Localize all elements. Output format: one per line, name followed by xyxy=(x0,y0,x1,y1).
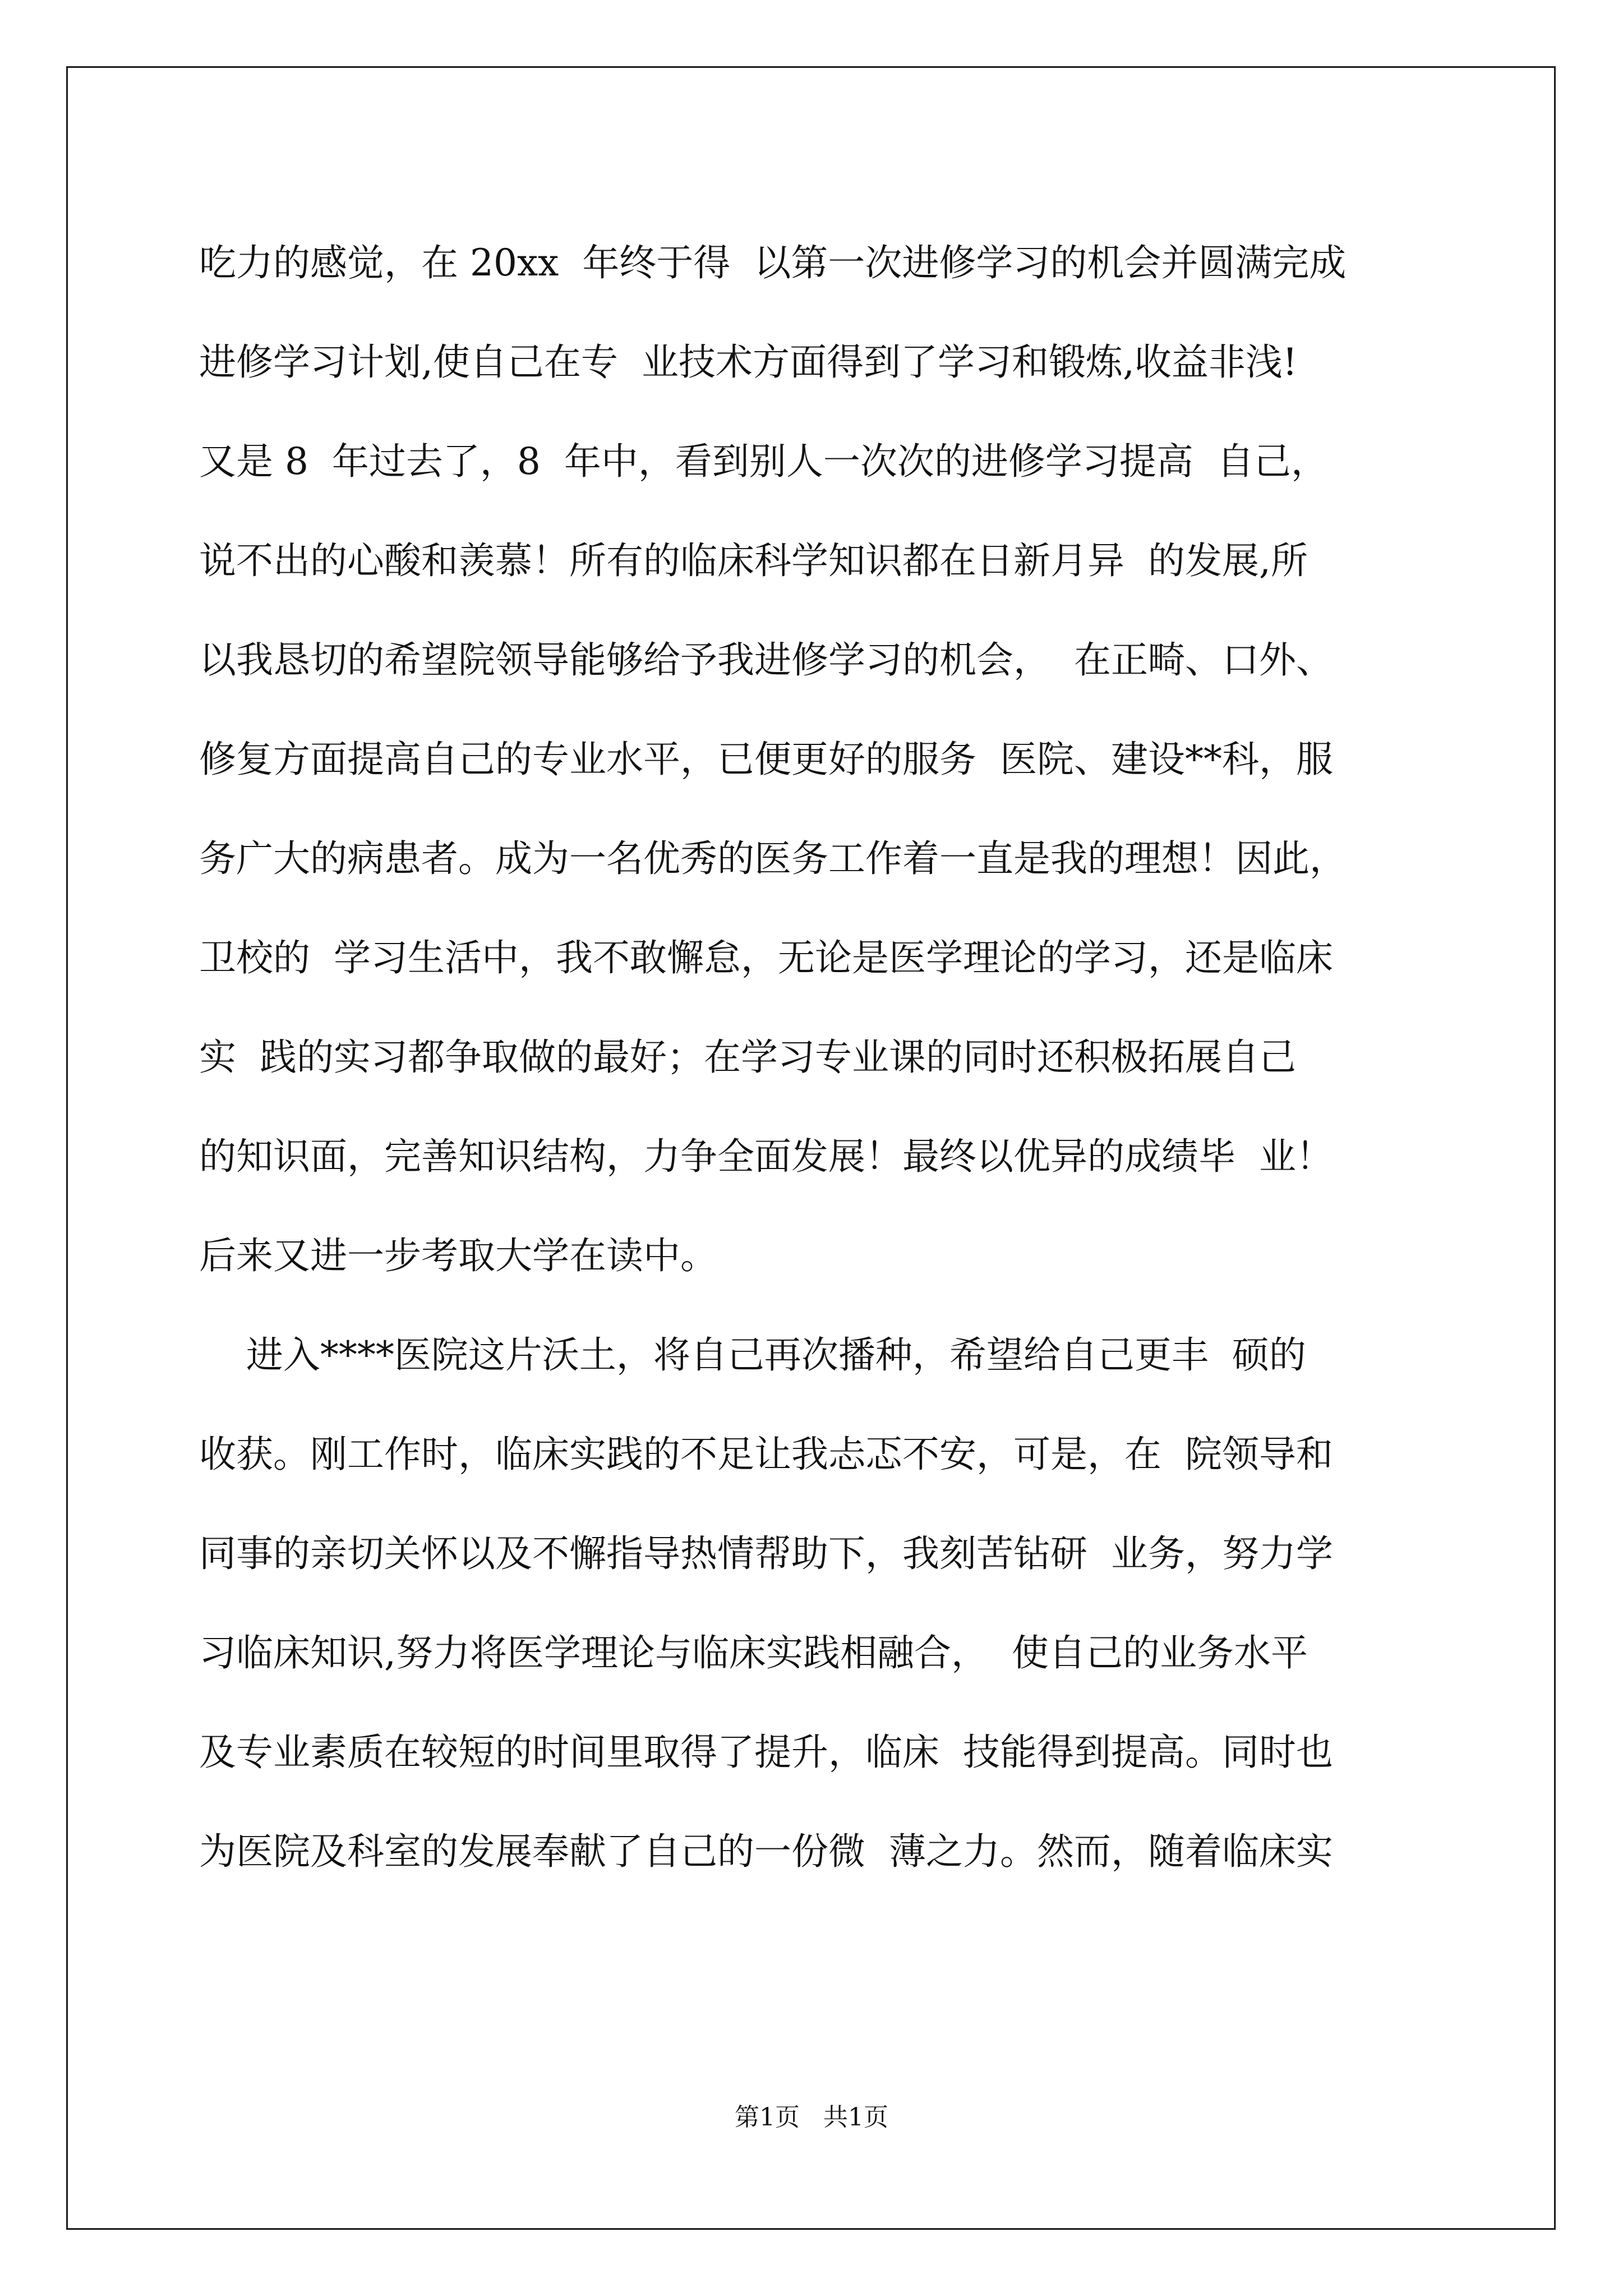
text-line: 进入****医院这片沃土，将自己再次播种，希望给自己更丰 硕的 xyxy=(199,1333,1306,1377)
document-body xyxy=(199,213,1433,1901)
text-line: 以我恳切的希望院领导能够给予我进修学习的机会， 在正畸、口外、 xyxy=(199,638,1333,682)
text-line: 说不出的心酸和羡慕！所有的临床科学知识都在日新月异 的发展,所 xyxy=(199,539,1308,582)
text-line: 收获。刚工作时，临床实践的不足让我忐忑不安，可是，在 院领导和 xyxy=(199,1433,1333,1476)
text-line: 吃力的感觉，在 20xx 年终于得 以第一次进修学习的机会并圆满完成 xyxy=(199,241,1347,284)
text-line: 卫校的 学习生活中，我不敢懈怠，无论是医学理论的学习，还是临床 xyxy=(199,936,1333,979)
text-line: 又是 8 年过去了，8 年中，看到别人一次次的进修学习提高 自己， xyxy=(199,440,1328,483)
text-line: 修复方面提高自己的专业水平，已便更好的服务 医院、建设**科，服 xyxy=(199,738,1333,781)
text-line: 的知识面，完善知识结构，力争全面发展！最终以优异的成绩毕 业！ xyxy=(199,1135,1333,1178)
text-line: 实 践的实习都争取做的最好；在学习专业课的同时还积极拓展自己 xyxy=(199,1036,1296,1079)
page-footer: 第1页 共1页 xyxy=(735,2103,888,2132)
text-line: 习临床知识,努力将医学理论与临床实践相融合， 使自己的业务水平 xyxy=(199,1631,1308,1674)
text-line: 及专业素质在较短的时间里取得了提升，临床 技能得到提高。同时也 xyxy=(199,1731,1333,1774)
text-line: 后来又进一步考取大学在读中。 xyxy=(199,1234,717,1277)
text-line: 同事的亲切关怀以及不懈指导热情帮助下，我刻苦钻研 业务，努力学 xyxy=(199,1532,1333,1575)
text-line: 为医院及科室的发展奉献了自己的一份微 薄之力。然而，随着临床实 xyxy=(199,1830,1333,1873)
text-line: 务广大的病患者。成为一名优秀的医务工作着一直是我的理想！因此， xyxy=(199,837,1347,880)
text-line: 进修学习计划,使自己在专 业技术方面得到了学习和锻炼,收益非浅! xyxy=(199,341,1298,384)
